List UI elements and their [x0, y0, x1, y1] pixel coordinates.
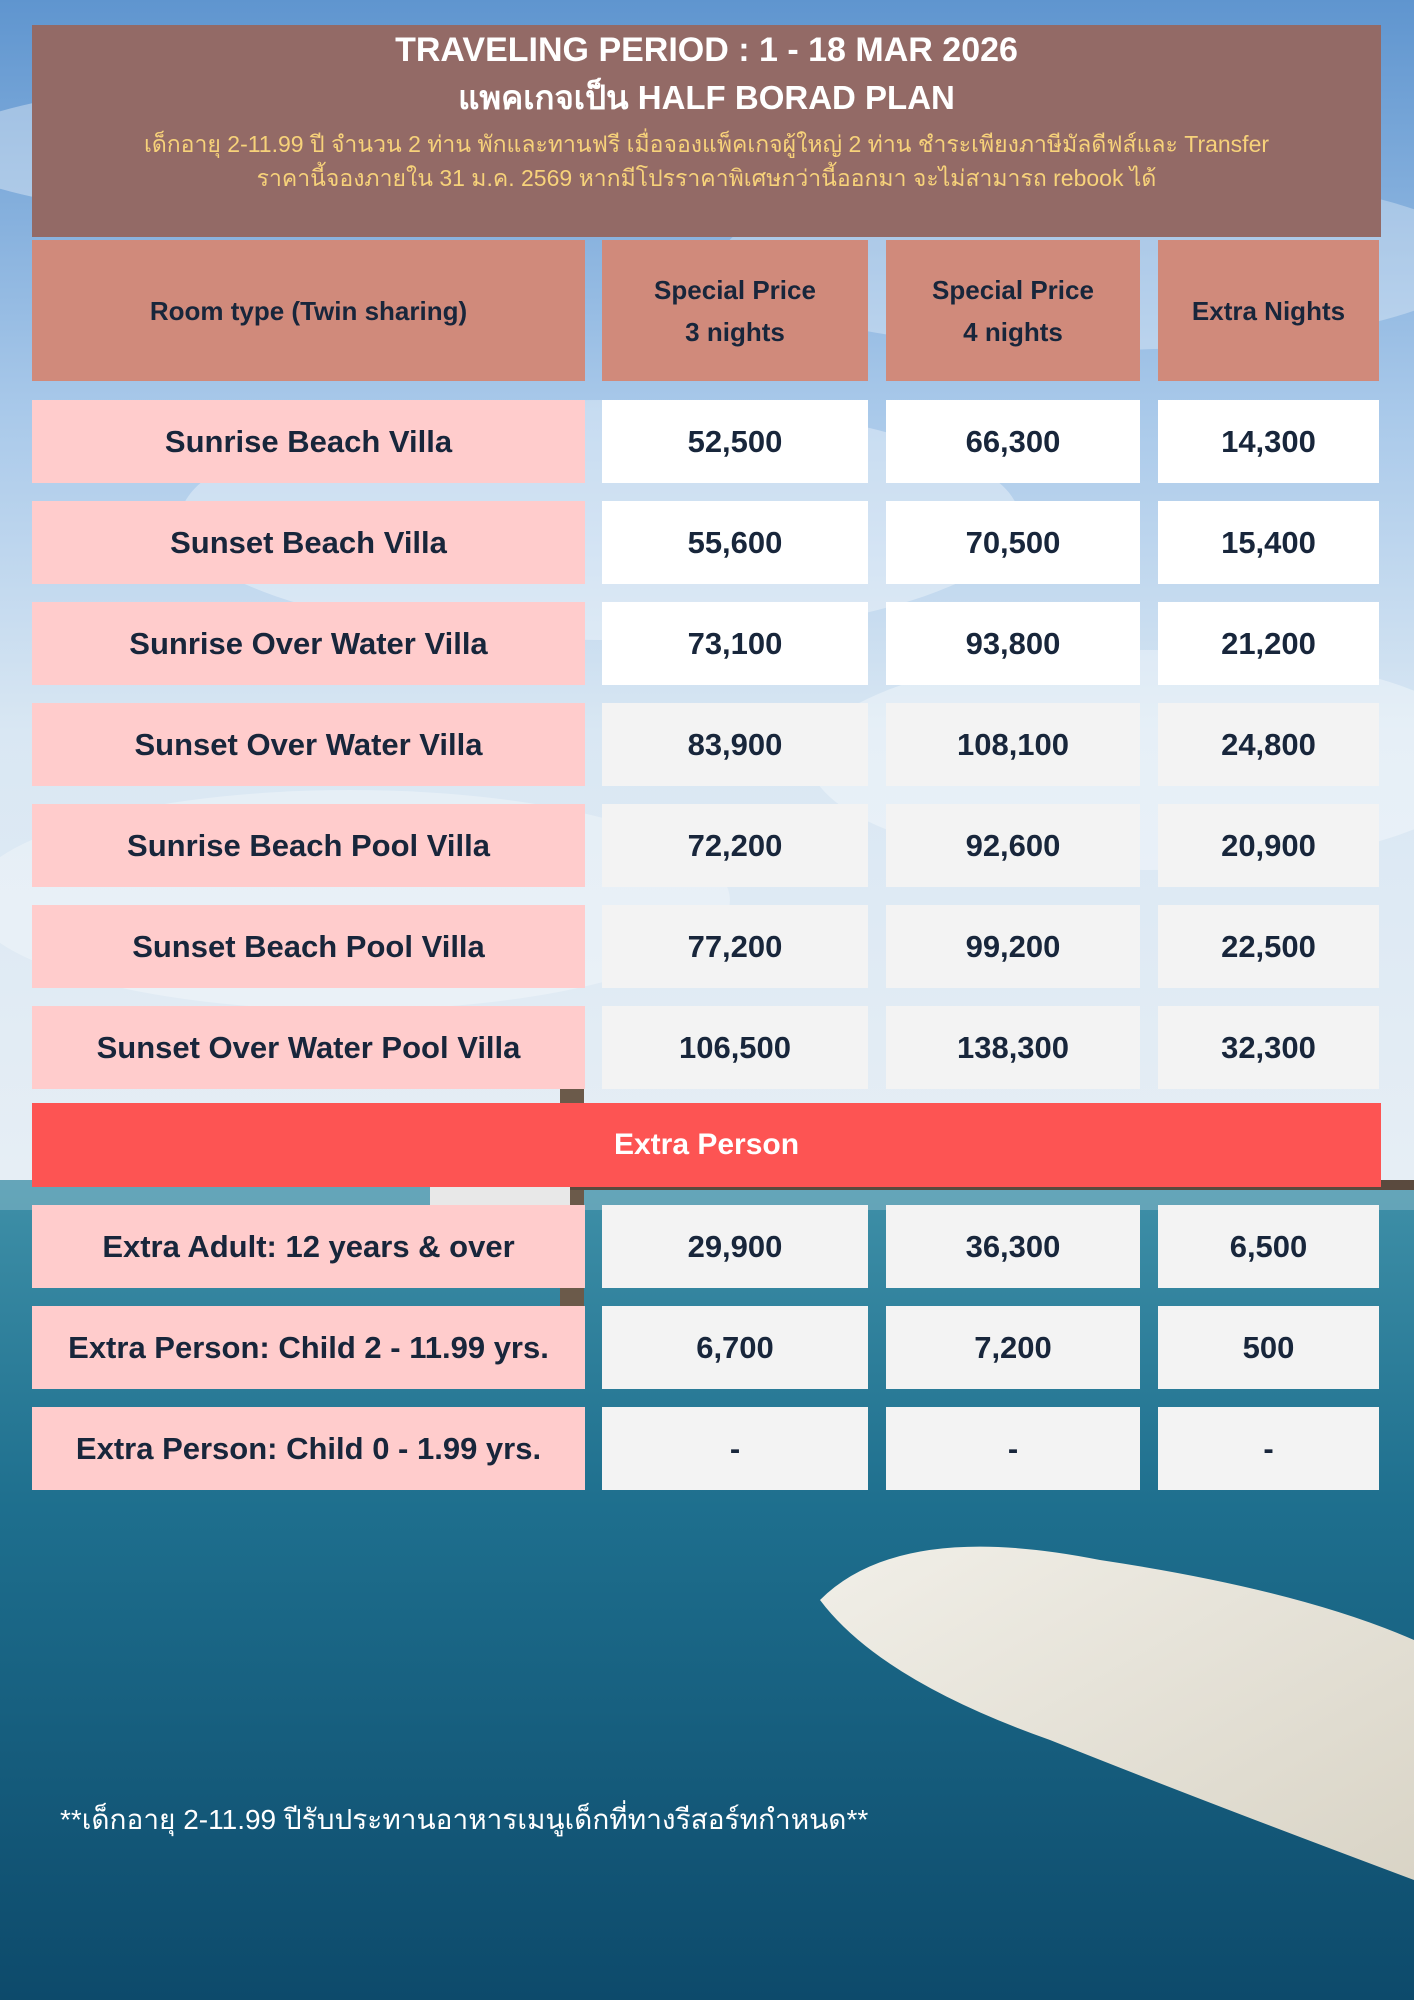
price-4-nights: 108,100 — [886, 703, 1140, 786]
room-name-sunset-over-water-pool-villa: Sunset Over Water Pool Villa — [32, 1006, 585, 1089]
price-4-nights: 66,300 — [886, 400, 1140, 483]
price-3-nights: 73,100 — [602, 602, 868, 685]
header-price-3-nights — [602, 240, 868, 381]
price-extra-night: 14,300 — [1158, 400, 1379, 483]
price-3-nights: 106,500 — [602, 1006, 868, 1089]
price-3-nights: 83,900 — [602, 703, 868, 786]
room-name-sunset-beach-pool-villa: Sunset Beach Pool Villa — [32, 905, 585, 988]
header-price-3-nights-label: 3 nights — [685, 316, 785, 347]
price-extra-night: 20,900 — [1158, 804, 1379, 887]
price-4-nights: 138,300 — [886, 1006, 1140, 1089]
header-price-3-label: Special Price — [654, 274, 816, 305]
price-4-nights: 70,500 — [886, 501, 1140, 584]
header-extra-nights-label: Extra Nights — [1191, 295, 1346, 326]
package-plan-title: แพคเกจเป็น HALF BORAD PLAN — [458, 79, 955, 116]
booking-deadline-note: ราคานี้จองภายใน 31 ม.ค. 2569 หากมีโปรราคาพิเศษกว่านี้ออกมา จะไม่สามารถ rebook ได้ — [256, 165, 1157, 191]
price-4-nights: 7,200 — [886, 1306, 1140, 1389]
header-banner — [32, 25, 1381, 237]
price-3-nights: 29,900 — [602, 1205, 868, 1288]
kids-meal-note: **เด็กอายุ 2-11.99 ปีรับประทานอาหารเมนูเด็กที่ทางรีสอร์ทกำหนด** — [60, 1804, 869, 1835]
header-price-4-label: Special Price — [932, 274, 1094, 305]
price-extra-night: 6,500 — [1158, 1205, 1379, 1288]
header-price-4-nights-label: 4 nights — [963, 316, 1063, 347]
price-4-nights: 36,300 — [886, 1205, 1140, 1288]
price-3-nights: 55,600 — [602, 501, 868, 584]
price-4-nights: 92,600 — [886, 804, 1140, 887]
header-extra-nights — [1158, 240, 1379, 381]
price-extra-night: 24,800 — [1158, 703, 1379, 786]
price-3-nights: 72,200 — [602, 804, 868, 887]
header-room-type — [32, 240, 585, 381]
extra-child-2-11-label: Extra Person: Child 2 - 11.99 yrs. — [32, 1306, 585, 1389]
extra-child-0-1-label: Extra Person: Child 0 - 1.99 yrs. — [32, 1407, 585, 1490]
header-price-4-nights — [886, 240, 1140, 381]
price-extra-night: 15,400 — [1158, 501, 1379, 584]
price-3-nights: 52,500 — [602, 400, 868, 483]
price-4-nights: 93,800 — [886, 602, 1140, 685]
room-name-sunrise-beach-villa: Sunrise Beach Villa — [32, 400, 585, 483]
room-name-sunrise-beach-pool-villa: Sunrise Beach Pool Villa — [32, 804, 585, 887]
traveling-period-title: TRAVELING PERIOD : 1 - 18 MAR 2026 — [395, 31, 1018, 69]
price-3-nights: 77,200 — [602, 905, 868, 988]
room-name-sunset-beach-villa: Sunset Beach Villa — [32, 501, 585, 584]
price-extra-night: 32,300 — [1158, 1006, 1379, 1089]
room-name-sunrise-over-water-villa: Sunrise Over Water Villa — [32, 602, 585, 685]
price-extra-night: - — [1158, 1407, 1379, 1490]
extra-person-banner: Extra Person — [32, 1103, 1381, 1187]
price-3-nights: - — [602, 1407, 868, 1490]
child-offer-note: เด็กอายุ 2-11.99 ปี จำนวน 2 ท่าน พักและทานฟรี เมื่อจองแพ็คเกจผู้ใหญ่ 2 ท่าน ชำระเพียงภาษีมัลดีฟส์และ Transfer — [143, 131, 1270, 157]
room-name-sunset-over-water-villa: Sunset Over Water Villa — [32, 703, 585, 786]
header-room-type-label: Room type (Twin sharing) — [149, 295, 468, 326]
extra-adult-label: Extra Adult: 12 years & over — [32, 1205, 585, 1288]
price-extra-night: 500 — [1158, 1306, 1379, 1389]
price-extra-night: 21,200 — [1158, 602, 1379, 685]
price-3-nights: 6,700 — [602, 1306, 868, 1389]
price-4-nights: 99,200 — [886, 905, 1140, 988]
price-extra-night: 22,500 — [1158, 905, 1379, 988]
price-4-nights: - — [886, 1407, 1140, 1490]
